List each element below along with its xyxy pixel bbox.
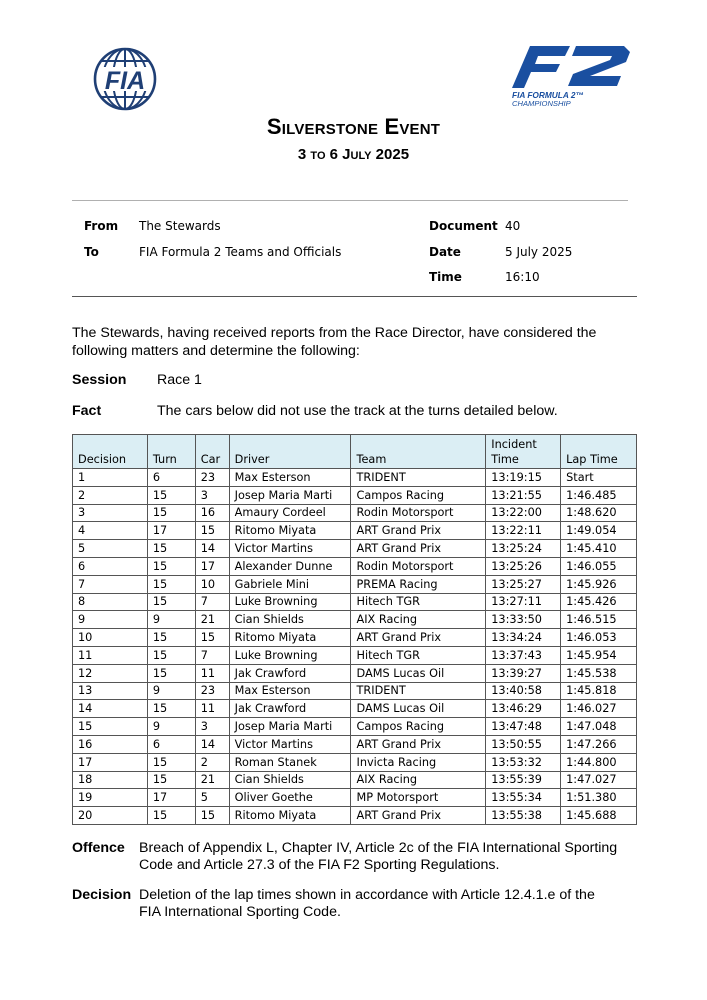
team-cell: ART Grand Prix [351, 807, 486, 825]
table-row [73, 807, 637, 825]
lap-time-cell: 1:46.515 [561, 611, 637, 629]
team-cell: ART Grand Prix [351, 522, 486, 540]
decision-cell: 5 [73, 540, 148, 558]
car-cell: 23 [195, 469, 229, 487]
incident-time-cell: 13:55:38 [486, 807, 561, 825]
from-label: From [84, 219, 119, 233]
decision-text: Deletion of the lap times shown in accordance with Article 12.4.1.e of the FIA International Sporting Code. [139, 887, 595, 920]
lap-time-cell: 1:47.027 [561, 771, 637, 789]
column-header-team: Team [351, 435, 486, 469]
session-label: Session [72, 372, 127, 388]
incident-time-cell: 13:25:24 [486, 540, 561, 558]
team-cell: Campos Racing [351, 486, 486, 504]
turn-cell: 15 [147, 700, 195, 718]
incident-time-cell: 13:33:50 [486, 611, 561, 629]
turn-cell: 15 [147, 753, 195, 771]
team-cell: Rodin Motorsport [351, 557, 486, 575]
incident-time-cell: 13:21:55 [486, 486, 561, 504]
lap-time-cell: 1:45.538 [561, 664, 637, 682]
lap-time-cell: 1:45.954 [561, 646, 637, 664]
intro-paragraph: The Stewards, having received reports from the Race Director, have considered the following matters and determine the following: [72, 325, 597, 359]
turn-cell: 15 [147, 486, 195, 504]
decision-cell: 18 [73, 771, 148, 789]
decision-cell: 15 [73, 718, 148, 736]
team-cell: AIX Racing [351, 611, 486, 629]
column-header-lap-time: Lap Time [561, 435, 637, 469]
incident-time-cell: 13:34:24 [486, 629, 561, 647]
driver-cell: Oliver Goethe [229, 789, 351, 807]
incident-time-cell: 13:22:00 [486, 504, 561, 522]
decision-cell: 4 [73, 522, 148, 540]
header-top-divider [72, 200, 628, 201]
document-label: Document [429, 219, 498, 233]
turn-cell: 15 [147, 629, 195, 647]
car-cell: 2 [195, 753, 229, 771]
driver-cell: Ritomo Miyata [229, 522, 351, 540]
decision-cell: 19 [73, 789, 148, 807]
turn-cell: 6 [147, 469, 195, 487]
turn-cell: 15 [147, 540, 195, 558]
incident-time-cell: 13:22:11 [486, 522, 561, 540]
date-value: 5 July 2025 [505, 245, 573, 259]
decision-cell: 14 [73, 700, 148, 718]
turn-cell: 15 [147, 557, 195, 575]
offence-text: Breach of Appendix L, Chapter IV, Article 2c of the FIA International Sporting Code and Article 27.3 of the FIA F2 Sporting Regulations. [139, 840, 618, 873]
table-row [73, 646, 637, 664]
driver-cell: Max Esterson [229, 469, 351, 487]
f2-championship-logo [508, 44, 636, 108]
lap-time-cell: 1:45.688 [561, 807, 637, 825]
table-row [73, 504, 637, 522]
turn-cell: 9 [147, 718, 195, 736]
column-header-driver: Driver [229, 435, 351, 469]
turn-cell: 15 [147, 807, 195, 825]
car-cell: 23 [195, 682, 229, 700]
table-row [73, 575, 637, 593]
lap-time-cell: 1:45.926 [561, 575, 637, 593]
lap-time-cell: 1:49.054 [561, 522, 637, 540]
turn-cell: 15 [147, 646, 195, 664]
decision-cell: 10 [73, 629, 148, 647]
table-row [73, 682, 637, 700]
car-cell: 11 [195, 700, 229, 718]
turn-cell: 17 [147, 522, 195, 540]
decision-cell: 20 [73, 807, 148, 825]
incident-time-cell: 13:25:27 [486, 575, 561, 593]
lap-time-cell: 1:47.266 [561, 735, 637, 753]
event-dates: 3 to 6 July 2025 [297, 146, 410, 163]
incident-time-cell: 13:55:34 [486, 789, 561, 807]
driver-cell: Max Esterson [229, 682, 351, 700]
car-cell: 10 [195, 575, 229, 593]
incident-time-cell: 13:55:39 [486, 771, 561, 789]
table-row [73, 771, 637, 789]
table-row [73, 557, 637, 575]
driver-cell: Luke Browning [229, 593, 351, 611]
f2-logo-line1: FIA FORMULA 2™ [512, 90, 584, 100]
decisions-table [72, 434, 637, 825]
incident-time-cell: 13:50:55 [486, 735, 561, 753]
car-cell: 14 [195, 540, 229, 558]
team-cell: Hitech TGR [351, 646, 486, 664]
driver-cell: Jak Crawford [229, 700, 351, 718]
time-value: 16:10 [505, 270, 540, 284]
driver-cell: Cian Shields [229, 611, 351, 629]
decision-label: Decision [72, 887, 132, 903]
incident-time-cell: 13:25:26 [486, 557, 561, 575]
team-cell: PREMA Racing [351, 575, 486, 593]
team-cell: DAMS Lucas Oil [351, 664, 486, 682]
car-cell: 11 [195, 664, 229, 682]
team-cell: AIX Racing [351, 771, 486, 789]
table-row [73, 789, 637, 807]
turn-cell: 15 [147, 593, 195, 611]
turn-cell: 15 [147, 771, 195, 789]
decision-cell: 3 [73, 504, 148, 522]
car-cell: 7 [195, 593, 229, 611]
team-cell: ART Grand Prix [351, 735, 486, 753]
date-label: Date [429, 245, 461, 259]
driver-cell: Josep Maria Marti [229, 486, 351, 504]
driver-cell: Ritomo Miyata [229, 629, 351, 647]
table-row [73, 629, 637, 647]
team-cell: MP Motorsport [351, 789, 486, 807]
decision-cell: 2 [73, 486, 148, 504]
driver-cell: Roman Stanek [229, 753, 351, 771]
team-cell: TRIDENT [351, 469, 486, 487]
decision-cell: 12 [73, 664, 148, 682]
decision-cell: 9 [73, 611, 148, 629]
team-cell: TRIDENT [351, 682, 486, 700]
team-cell: Hitech TGR [351, 593, 486, 611]
turn-cell: 15 [147, 575, 195, 593]
decision-cell: 17 [73, 753, 148, 771]
decision-cell: 16 [73, 735, 148, 753]
column-header-incident-time: Incident Time [486, 435, 561, 469]
driver-cell: Josep Maria Marti [229, 718, 351, 736]
from-value: The Stewards [139, 219, 221, 233]
lap-time-cell: 1:51.380 [561, 789, 637, 807]
team-cell: DAMS Lucas Oil [351, 700, 486, 718]
table-row [73, 735, 637, 753]
driver-cell: Jak Crawford [229, 664, 351, 682]
lap-time-cell: 1:44.800 [561, 753, 637, 771]
driver-cell: Luke Browning [229, 646, 351, 664]
decision-cell: 11 [73, 646, 148, 664]
lap-time-cell: Start [561, 469, 637, 487]
turn-cell: 9 [147, 611, 195, 629]
fia-logo-text: FIA [104, 67, 146, 95]
decision-cell: 8 [73, 593, 148, 611]
lap-time-cell: 1:46.485 [561, 486, 637, 504]
incident-time-cell: 13:53:32 [486, 753, 561, 771]
driver-cell: Amaury Cordeel [229, 504, 351, 522]
decision-cell: 6 [73, 557, 148, 575]
incident-time-cell: 13:46:29 [486, 700, 561, 718]
team-cell: ART Grand Prix [351, 540, 486, 558]
turn-cell: 17 [147, 789, 195, 807]
table-row [73, 718, 637, 736]
fact-label: Fact [72, 403, 102, 419]
team-cell: Invicta Racing [351, 753, 486, 771]
f2-logo-line2: CHAMPIONSHIP [512, 99, 571, 108]
fact-value: The cars below did not use the track at the turns detailed below. [157, 403, 558, 419]
table-row [73, 486, 637, 504]
event-title: Silverstone Event [266, 114, 441, 139]
table-row [73, 593, 637, 611]
driver-cell: Alexander Dunne [229, 557, 351, 575]
car-cell: 17 [195, 557, 229, 575]
car-cell: 15 [195, 522, 229, 540]
driver-cell: Victor Martins [229, 735, 351, 753]
driver-cell: Victor Martins [229, 540, 351, 558]
to-value: FIA Formula 2 Teams and Officials [139, 245, 342, 259]
car-cell: 16 [195, 504, 229, 522]
turn-cell: 9 [147, 682, 195, 700]
car-cell: 3 [195, 718, 229, 736]
time-label: Time [429, 270, 462, 284]
incident-time-cell: 13:19:15 [486, 469, 561, 487]
incident-time-cell: 13:27:11 [486, 593, 561, 611]
incident-time-cell: 13:37:43 [486, 646, 561, 664]
table-row [73, 753, 637, 771]
car-cell: 21 [195, 611, 229, 629]
document-number: 40 [505, 219, 521, 233]
lap-time-cell: 1:45.410 [561, 540, 637, 558]
car-cell: 5 [195, 789, 229, 807]
table-row [73, 664, 637, 682]
table-header-row [73, 435, 637, 469]
incident-time-cell: 13:40:58 [486, 682, 561, 700]
driver-cell: Cian Shields [229, 771, 351, 789]
column-header-decision: Decision [73, 435, 148, 469]
team-cell: Rodin Motorsport [351, 504, 486, 522]
to-label: To [84, 245, 99, 259]
driver-cell: Ritomo Miyata [229, 807, 351, 825]
table-row [73, 700, 637, 718]
car-cell: 7 [195, 646, 229, 664]
table-row [73, 540, 637, 558]
lap-time-cell: 1:46.027 [561, 700, 637, 718]
column-header-turn: Turn [147, 435, 195, 469]
table-row [73, 611, 637, 629]
lap-time-cell: 1:45.426 [561, 593, 637, 611]
decision-cell: 7 [73, 575, 148, 593]
column-header-car: Car [195, 435, 229, 469]
car-cell: 14 [195, 735, 229, 753]
decision-cell: 1 [73, 469, 148, 487]
turn-cell: 15 [147, 664, 195, 682]
car-cell: 21 [195, 771, 229, 789]
car-cell: 15 [195, 629, 229, 647]
table-row [73, 522, 637, 540]
lap-time-cell: 1:48.620 [561, 504, 637, 522]
team-cell: ART Grand Prix [351, 629, 486, 647]
session-value: Race 1 [157, 372, 202, 388]
turn-cell: 6 [147, 735, 195, 753]
lap-time-cell: 1:46.055 [561, 557, 637, 575]
turn-cell: 15 [147, 504, 195, 522]
incident-time-cell: 13:39:27 [486, 664, 561, 682]
lap-time-cell: 1:45.818 [561, 682, 637, 700]
incident-time-cell: 13:47:48 [486, 718, 561, 736]
lap-time-cell: 1:46.053 [561, 629, 637, 647]
car-cell: 15 [195, 807, 229, 825]
header-bottom-divider [72, 296, 637, 297]
offence-label: Offence [72, 840, 125, 856]
car-cell: 3 [195, 486, 229, 504]
fia-logo [80, 47, 170, 111]
team-cell: Campos Racing [351, 718, 486, 736]
driver-cell: Gabriele Mini [229, 575, 351, 593]
decision-cell: 13 [73, 682, 148, 700]
lap-time-cell: 1:47.048 [561, 718, 637, 736]
table-row [73, 469, 637, 487]
